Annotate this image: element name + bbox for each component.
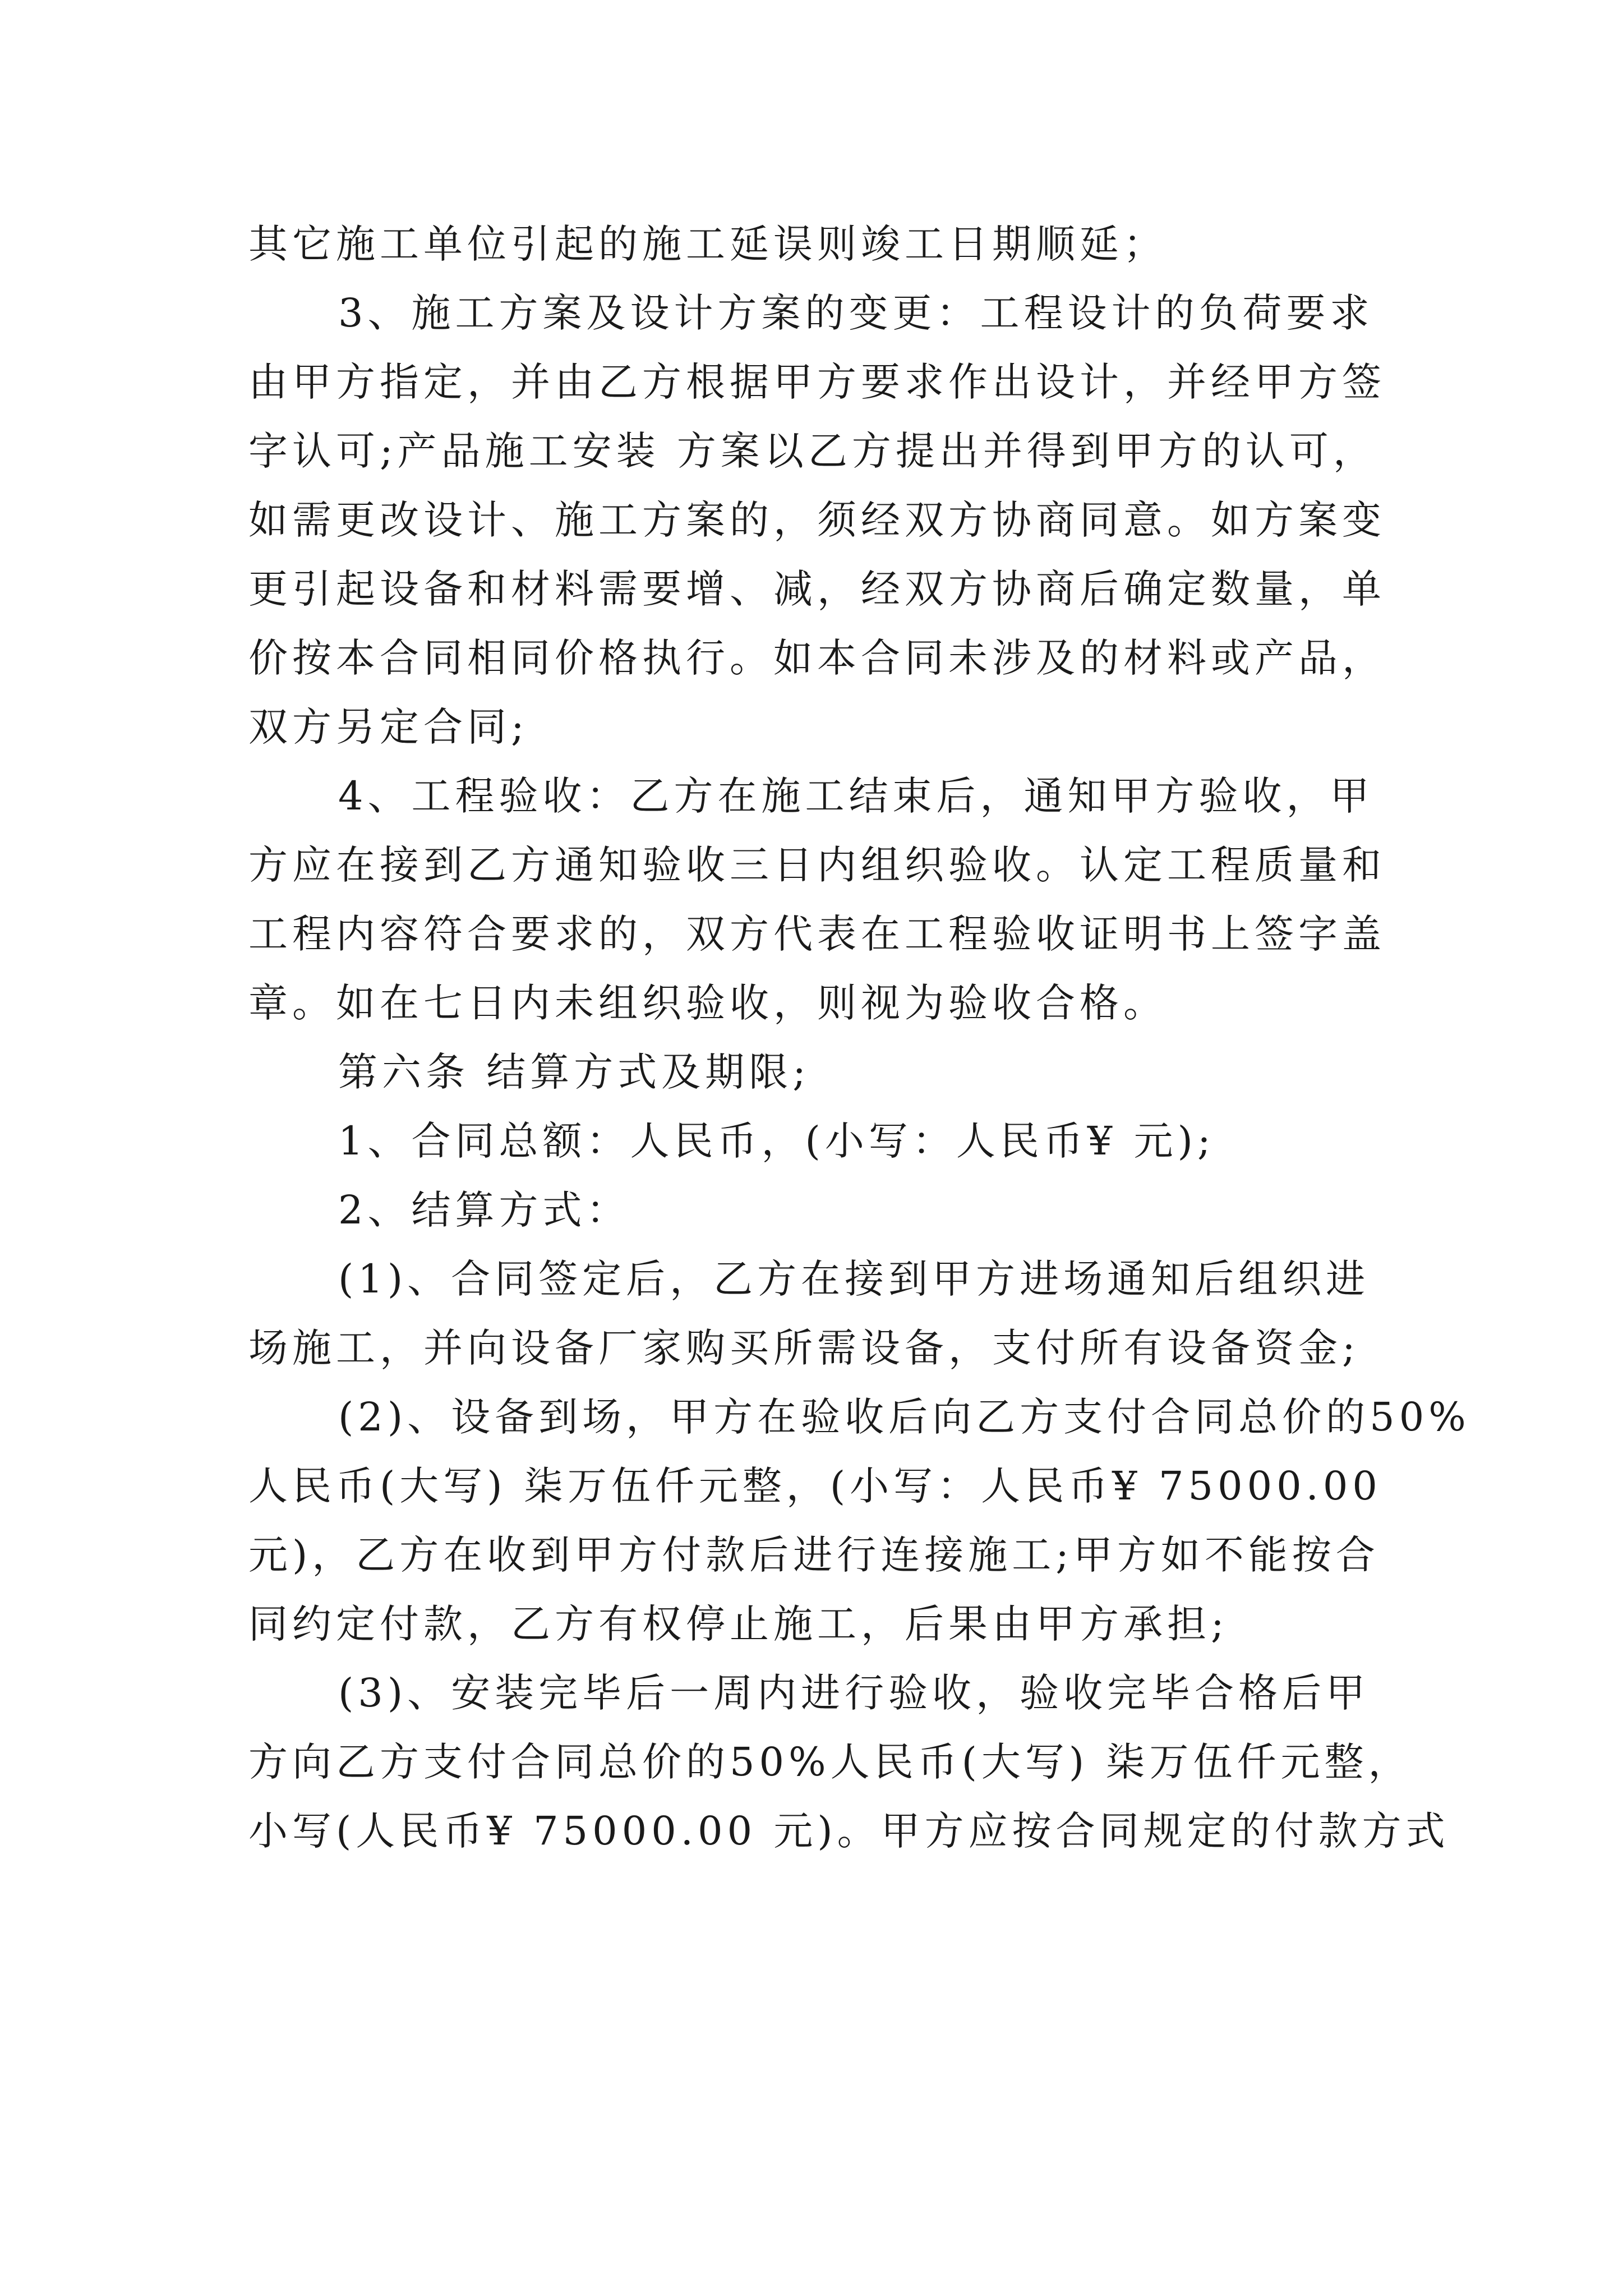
- text-line: 同约定付款，乙方有权停止施工，后果由甲方承担;: [248, 1601, 1229, 1647]
- text-line: 4、工程验收：乙方在施工结束后，通知甲方验收，甲: [338, 773, 1374, 819]
- text-line: 更引起设备和材料需要增、减，经双方协商后确定数量，单: [248, 566, 1386, 612]
- document-body: [248, 210, 1470, 1866]
- text-line: 由甲方指定，并由乙方根据甲方要求作出设计，并经甲方签: [248, 359, 1386, 405]
- text-line: 3、施工方案及设计方案的变更：工程设计的负荷要求: [338, 290, 1374, 336]
- section-heading: 第六条 结算方式及期限;: [338, 1049, 810, 1095]
- text-line: 人民币(大写) 柒万伍仟元整，(小写：人民币¥ 75000.00: [248, 1463, 1382, 1509]
- text-line: 场施工，并向设备厂家购买所需设备，支付所有设备资金;: [248, 1325, 1360, 1371]
- text-line: 其它施工单位引起的施工延误则竣工日期顺延；: [248, 221, 1167, 267]
- text-line: 方应在接到乙方通知验收三日内组织验收。认定工程质量和: [248, 842, 1386, 888]
- text-line: (1)、合同签定后，乙方在接到甲方进场通知后组织进: [338, 1256, 1370, 1302]
- text-line: 双方另定合同;: [248, 704, 529, 750]
- text-line: 价按本合同相同价格执行。如本合同未涉及的材料或产品，: [248, 635, 1386, 681]
- text-line: 小写(人民币¥ 75000.00 元)。甲方应按合同规定的付款方式: [248, 1808, 1450, 1854]
- text-line: 字认可;产品施工安装 方案以乙方提出并得到甲方的认可，: [248, 428, 1377, 474]
- text-line: 如需更改设计、施工方案的，须经双方协商同意。如方案变: [248, 497, 1386, 543]
- text-line: 元)，乙方在收到甲方付款后进行连接施工;甲方如不能按合: [248, 1532, 1380, 1578]
- text-line: 工程内容符合要求的，双方代表在工程验收证明书上签字盖: [248, 911, 1386, 957]
- text-line: 1、合同总额：人民币，(小写：人民币¥ 元);: [338, 1118, 1215, 1164]
- text-line: 章。如在七日内未组织验收，则视为验收合格。: [248, 980, 1167, 1026]
- text-line: (3)、安装完毕后一周内进行验收，验收完毕合格后甲: [338, 1670, 1370, 1716]
- text-line: (2)、设备到场，甲方在验收后向乙方支付合同总价的50%: [338, 1394, 1470, 1440]
- text-line: 2、结算方式：: [338, 1187, 630, 1233]
- text-line: 方向乙方支付合同总价的50%人民币(大写) 柒万伍仟元整，: [248, 1739, 1412, 1785]
